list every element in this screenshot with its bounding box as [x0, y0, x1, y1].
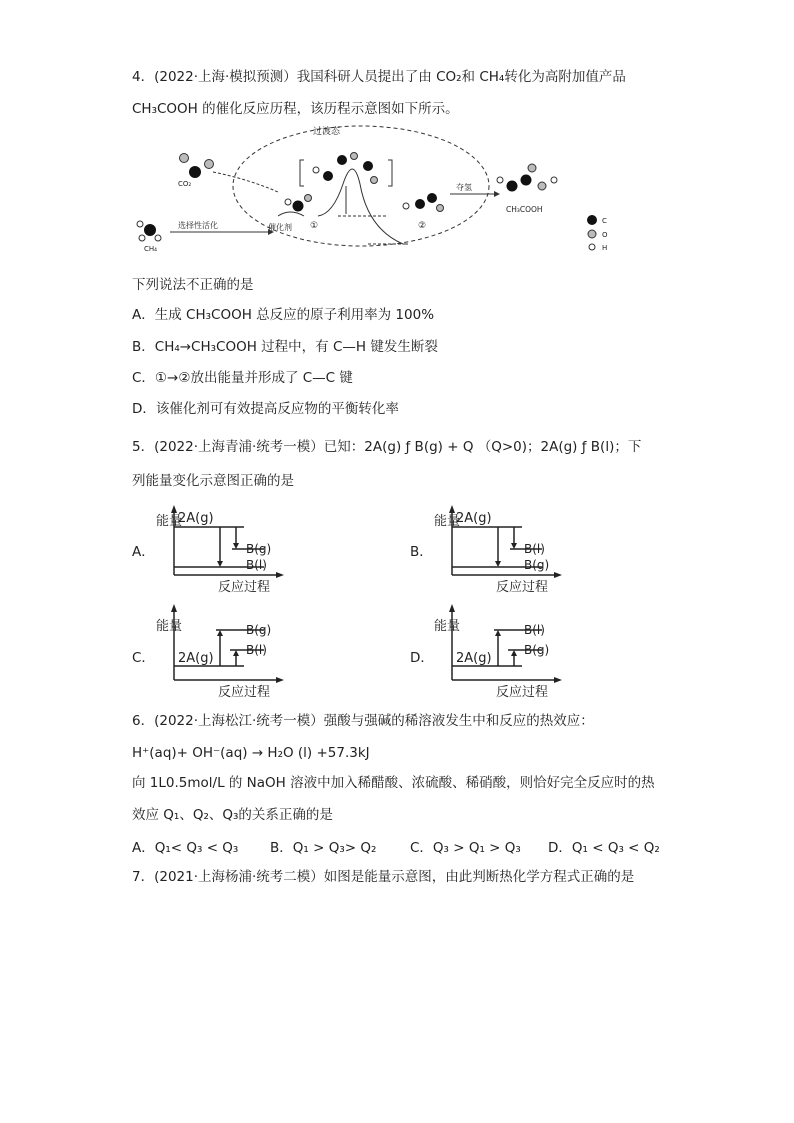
q4-stem: 下列说法不正确的是: [132, 277, 254, 293]
q6-option-a: A．Q₁< Q₃ < Q₃: [132, 840, 239, 856]
q5-option-b-letter: B．: [410, 544, 433, 560]
svg-text:反应过程: 反应过程: [496, 580, 549, 595]
ch4-molecule: [137, 221, 161, 241]
q6-option-b: B．Q₁ > Q₃> Q₂: [270, 840, 377, 856]
svg-text:2A(g): 2A(g): [456, 511, 492, 526]
q6-option-d: D．Q₁ < Q₃ < Q₂: [548, 840, 660, 856]
q4-reaction-diagram: [128, 124, 618, 256]
svg-text:反应过程: 反应过程: [496, 685, 549, 700]
q5-line1: 5．(2022·上海青浦·统考一模）已知：2A(g) ƒ B(g) + Q （Q>0)；2A(g) ƒ B(l)；下: [132, 439, 642, 455]
label-catalyst: 催化剂: [268, 223, 292, 232]
q4-line1: 4．(2022·上海·模拟预测）我国科研人员提出了由 CO₂和 CH₄转化为高附加值产品: [132, 69, 626, 85]
svg-text:H: H: [602, 244, 608, 252]
svg-text:B(g): B(g): [246, 623, 272, 637]
atom-legend: [587, 215, 608, 252]
svg-text:反应过程: 反应过程: [218, 685, 271, 700]
q5-option-d-letter: D．: [410, 650, 434, 666]
svg-text:能量: 能量: [156, 619, 183, 634]
q5-diagram-c: [152, 604, 292, 700]
svg-text:能量: 能量: [434, 619, 461, 634]
q5-option-a-letter: A．: [132, 544, 155, 560]
label-co2: CO₂: [178, 180, 192, 188]
svg-text:B(g): B(g): [524, 643, 550, 657]
label-state-1: ①: [310, 221, 319, 231]
label-selective-activation: 选择性活化: [178, 221, 218, 230]
svg-text:B(l): B(l): [246, 558, 267, 572]
q6-line3: 向 1L0.5mol/L 的 NaOH 溶液中加入稀醋酸、浓硫酸、稀硝酸，则恰好完全反应时的热: [132, 775, 655, 791]
q4-line2: CH₃COOH 的催化反应历程，该历程示意图如下所示。: [132, 101, 459, 117]
co2-molecule: [180, 154, 214, 179]
svg-text:能量: 能量: [156, 514, 183, 529]
label-take-hydrogen: 夺氢: [456, 183, 472, 192]
q5-diagram-a: [152, 505, 292, 597]
q5-diagram-b: [430, 505, 570, 597]
svg-text:2A(g): 2A(g): [178, 511, 214, 526]
q5-option-c-letter: C．: [132, 650, 155, 666]
svg-text:B(g): B(g): [246, 542, 272, 556]
q4-option-d: D．该催化剂可有效提高反应物的平衡转化率: [132, 401, 399, 417]
svg-text:能量: 能量: [434, 514, 461, 529]
svg-text:O: O: [602, 231, 608, 239]
q4-option-c: C．①→②放出能量并形成了 C—C 键: [132, 370, 353, 386]
q5-diagram-d: [430, 604, 570, 700]
q6-line4: 效应 Q₁、Q₂、Q₃的关系正确的是: [132, 807, 333, 823]
label-state-2: ②: [418, 221, 427, 231]
q5-line2: 列能量变化示意图正确的是: [132, 473, 294, 489]
svg-text:2A(g): 2A(g): [456, 651, 492, 666]
svg-text:B(l): B(l): [524, 623, 545, 637]
label-ch4: CH₄: [144, 245, 157, 253]
q4-option-b: B．CH₄→CH₃COOH 过程中，有 C—H 键发生断裂: [132, 339, 438, 355]
q7-line1: 7．(2021·上海杨浦·统考二模）如图是能量示意图，由此判断热化学方程式正确的是: [132, 869, 635, 885]
svg-text:C: C: [602, 217, 607, 225]
q6-line1: 6．(2022·上海松江·统考一模）强酸与强碱的稀溶液发生中和反应的热效应：: [132, 713, 594, 729]
q6-equation: H⁺(aq)+ OH⁻(aq) → H₂O (l) +57.3kJ: [132, 745, 370, 761]
ch3cooh-molecule: [497, 164, 557, 192]
svg-text:B(l): B(l): [524, 542, 545, 556]
svg-text:B(g): B(g): [524, 558, 550, 572]
q6-option-c: C．Q₃ > Q₁ > Q₃: [410, 840, 521, 856]
svg-text:B(l): B(l): [246, 643, 267, 657]
svg-text:反应过程: 反应过程: [218, 580, 271, 595]
label-transition-state: 过渡态: [313, 127, 341, 137]
q4-option-a: A．生成 CH₃COOH 总反应的原子利用率为 100%: [132, 307, 435, 323]
svg-text:2A(g): 2A(g): [178, 651, 214, 666]
label-ch3cooh: CH₃COOH: [506, 205, 543, 214]
